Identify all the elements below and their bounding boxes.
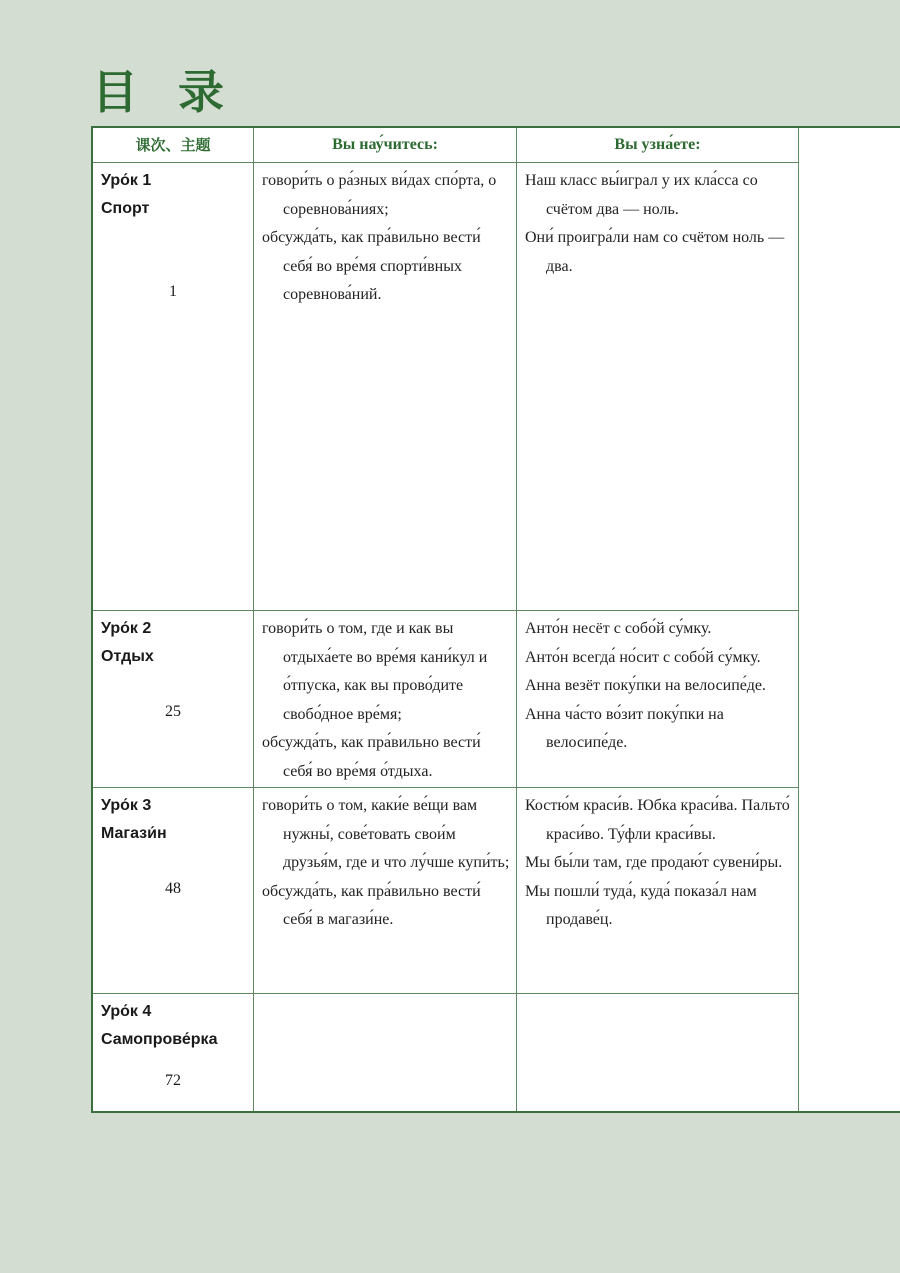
lesson-label: [101, 615, 154, 671]
toc-table: [91, 126, 900, 1113]
lesson-topic: Магази́н: [101, 825, 167, 842]
lesson-topic: Самопрове́рка: [101, 1031, 218, 1048]
know-item: Костю́м краси́в. Юбка краси́ва. Пальто́ краси́во. Ту́фли краси́вы.: [525, 797, 790, 843]
learn-cell: [262, 167, 514, 310]
learn-cell: [262, 615, 514, 786]
header-you-will-know: Вы узна́ете:: [614, 136, 701, 153]
lesson-label: [101, 998, 217, 1054]
column-divider: [798, 128, 799, 1111]
column-divider: [253, 128, 254, 1111]
know-cell: [525, 792, 797, 935]
lesson-label: [101, 167, 151, 223]
row-divider: [93, 610, 799, 611]
know-item: Анто́н несёт с собо́й су́мку.: [525, 620, 712, 637]
row-divider: [93, 787, 799, 788]
learn-item: говори́ть о том, где и как вы отдыха́ете во вре́мя кани́кул и о́тпуска, как вы прово́дите свобо́дное вре́мя;: [262, 620, 488, 723]
know-cell: [525, 615, 797, 758]
know-item: Наш класс вы́играл у их кла́сса со счётом два — ноль.: [525, 172, 758, 218]
page-number: 1: [169, 283, 177, 300]
know-item: Анто́н всегда́ но́сит с собо́й су́мку.: [525, 648, 761, 666]
know-item: Мы пошли́ туда́, куда́ показа́л нам продаве́ц.: [525, 882, 757, 928]
page-number: 25: [165, 703, 181, 720]
page-number: 72: [165, 1072, 181, 1089]
learn-item: обсужда́ть, как пра́вильно вести́ себя́ во вре́мя о́тдыха.: [262, 734, 481, 780]
know-item: Анна ча́сто во́зит поку́пки на велосипе́де.: [525, 705, 724, 751]
learn-cell: [262, 792, 514, 935]
header-lesson-topic: 课次、主题: [135, 136, 211, 154]
lesson-number: Уро́к 1: [101, 172, 152, 189]
page-title: 目 录: [92, 65, 237, 119]
lesson-topic: Спорт: [101, 200, 150, 217]
know-item: Мы бы́ли там, где продаю́т сувени́ры.: [525, 854, 783, 871]
know-cell: [525, 167, 797, 281]
page-number: 48: [165, 880, 181, 897]
column-divider: [516, 128, 517, 1111]
header-you-will-learn: Вы нау́читесь:: [332, 136, 438, 153]
lesson-number: Уро́к 2: [101, 620, 152, 637]
learn-item: обсужда́ть, как пра́вильно вести́ себя́ во вре́мя спорти́вных соревнова́ний.: [262, 229, 481, 303]
lesson-number: Уро́к 3: [101, 797, 152, 814]
know-item: Анна везёт поку́пки на велосипе́де.: [525, 677, 766, 694]
learn-item: говори́ть о том, каки́е ве́щи вам нужны́, сове́товать свои́м друзья́м, где и что лу́чше купи́ть;: [262, 797, 510, 871]
know-item: Они́ проигра́ли нам со счётом ноль — два.: [525, 229, 785, 275]
lesson-label: [101, 792, 167, 848]
row-divider: [93, 162, 799, 163]
learn-item: говори́ть о ра́зных ви́дах спо́рта, о соревнова́ниях;: [262, 172, 497, 218]
lesson-number: Уро́к 4: [101, 1003, 152, 1020]
learn-item: обсужда́ть, как пра́вильно вести́ себя́ в магази́не.: [262, 882, 481, 928]
lesson-topic: Отдых: [101, 648, 154, 665]
row-divider: [93, 993, 799, 994]
